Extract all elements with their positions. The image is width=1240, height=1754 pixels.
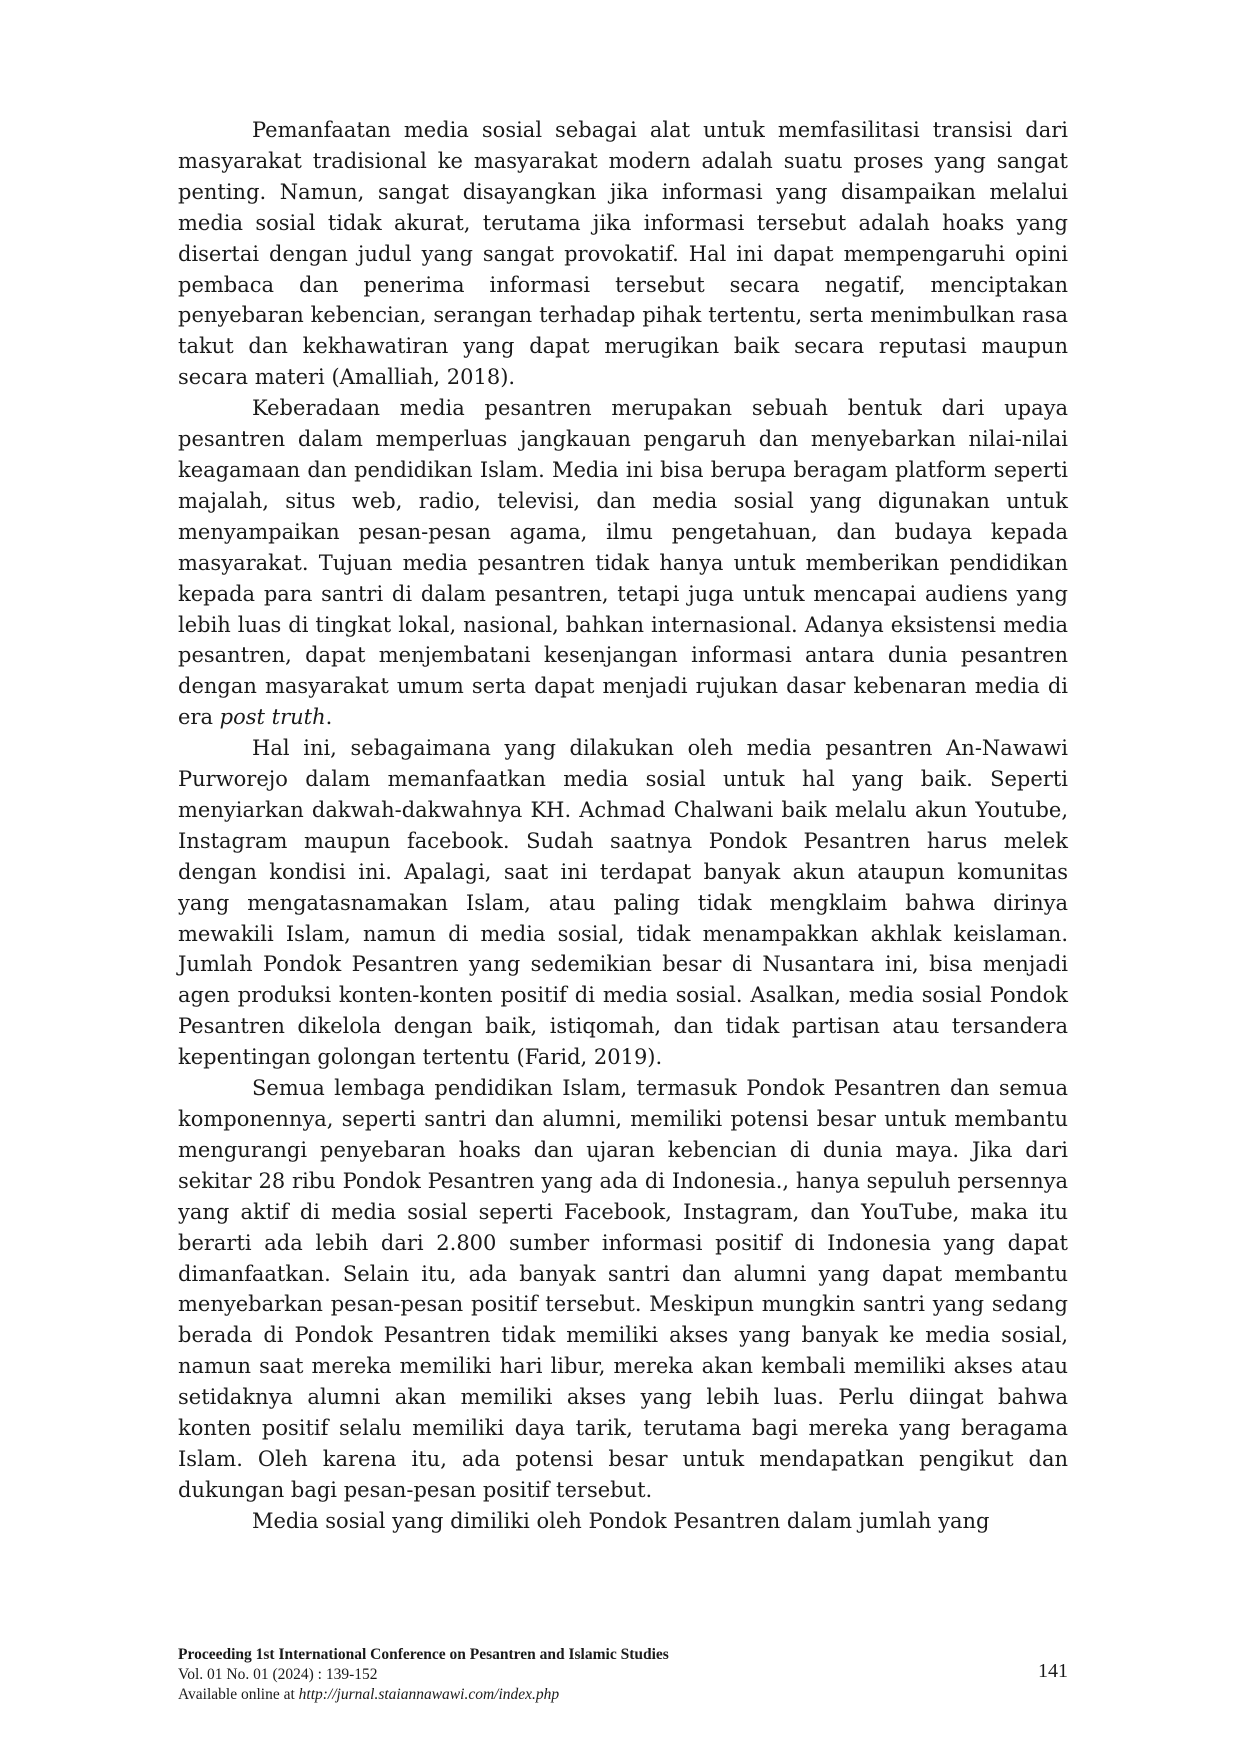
paragraph-1: [178, 115, 1068, 393]
paragraph-2: [178, 393, 1068, 733]
paragraph-5: [178, 1506, 1068, 1537]
page-footer: [178, 1645, 938, 1705]
paragraph-2-italic: post truth: [219, 705, 326, 730]
footer-volume: Vol. 01 No. 01 (2024) : 139-152: [178, 1666, 378, 1683]
page-number: 141: [1038, 1660, 1068, 1682]
body-text: [178, 115, 1068, 1537]
paragraph-1-text: Pemanfaatan media sosial sebagai alat untuk memfasilitasi transisi dari masyarakat tradisional ke masyarakat modern adalah suatu proses yang sangat penting. Namun, sangat disayangkan jika informasi yang disampaikan melalui media sosial tidak akurat, terutama jika informasi tersebut adalah hoaks yang disertai dengan judul yang sangat provokatif. Hal ini dapat mempengaruhi opini pembaca dan penerima informasi tersebut secara negatif, menciptakan penyebaran kebencian, serangan terhadap pihak tertentu, serta menimbulkan rasa takut dan kekhawatiran yang dapat merugikan baik secara reputasi maupun secara materi (Amalliah, 2018).: [178, 118, 1068, 390]
footer-availability: [178, 1685, 938, 1705]
paragraph-5-text: Media sosial yang dimiliki oleh Pondok Pesantren dalam jumlah yang: [252, 1508, 990, 1533]
paragraph-3: [178, 733, 1068, 1073]
footer-proceeding-title: Proceeding 1st International Conference on Pesantren and Islamic Studies: [178, 1646, 669, 1663]
paragraph-2-end: .: [325, 705, 333, 730]
footer-available-prefix: Available online at: [178, 1686, 299, 1703]
paragraph-4-text: Semua lembaga pendidikan Islam, termasuk Pondok Pesantren dan semua komponennya, seperti santri dan alumni, memiliki potensi besar untuk membantu mengurangi penyebaran hoaks dan ujaran kebencian di dunia maya. Jika dari sekitar 28 ribu Pondok Pesantren yang ada di Indonesia., hanya sepuluh persennya yang aktif di media sosial seperti Facebook, Instagram, dan YouTube, maka itu berarti ada lebih dari 2.800 sumber informasi positif di Indonesia yang dapat dimanfaatkan. Selain itu, ada banyak santri dan alumni yang dapat membantu menyebarkan pesan-pesan positif tersebut. Meskipun mungkin santri yang sedang berada di Pondok Pesantren tidak memiliki akses yang banyak ke media sosial, namun saat mereka memiliki hari libur, mereka akan kembali memiliki akses atau setidaknya alumni akan memiliki akses yang lebih luas. Perlu diingat bahwa konten positif selalu memiliki daya tarik, terutama bagi mereka yang beragama Islam. Oleh karena itu, ada potensi besar untuk mendapatkan pengikut dan dukungan bagi pesan-pesan positif tersebut.: [178, 1076, 1068, 1502]
footer-url-link[interactable]: http://jurnal.staiannawawi.com/index.php: [298, 1686, 560, 1703]
paragraph-4: [178, 1073, 1068, 1506]
paragraph-3-text: Hal ini, sebagaimana yang dilakukan oleh media pesantren An-Nawawi Purworejo dalam memanfaatkan media sosial untuk hal yang baik. Seperti menyiarkan dakwah-dakwahnya KH. Achmad Chalwani baik melalu akun Youtube, Instagram maupun facebook. Sudah saatnya Pondok Pesantren harus melek dengan kondisi ini. Apalagi, saat ini terdapat banyak akun ataupun komunitas yang mengatasnamakan Islam, atau paling tidak mengklaim bahwa dirinya mewakili Islam, namun di media sosial, tidak menampakkan akhlak keislaman. Jumlah Pondok Pesantren yang sedemikian besar di Nusantara ini, bisa menjadi agen produksi konten-konten positif di media sosial. Asalkan, media sosial Pondok Pesantren dikelola dengan baik, istiqomah, dan tidak partisan atau tersandera kepentingan golongan tertentu (Farid, 2019).: [178, 736, 1068, 1070]
paragraph-2-text: Keberadaan media pesantren merupakan sebuah bentuk dari upaya pesantren dalam memperluas jangkauan pengaruh dan menyebarkan nilai-nilai keagamaan dan pendidikan Islam. Media ini bisa berupa beragam platform seperti majalah, situs web, radio, televisi, dan media sosial yang digunakan untuk menyampaikan pesan-pesan agama, ilmu pengetahuan, dan budaya kepada masyarakat. Tujuan media pesantren tidak hanya untuk memberikan pendidikan kepada para santri di dalam pesantren, tetapi juga untuk mencapai audiens yang lebih luas di tingkat lokal, nasional, bahkan internasional. Adanya eksistensi media pesantren, dapat menjembatani kesenjangan informasi antara dunia pesantren dengan masyarakat umum serta dapat menjadi rujukan dasar kebenaran media di era: [178, 396, 1068, 730]
